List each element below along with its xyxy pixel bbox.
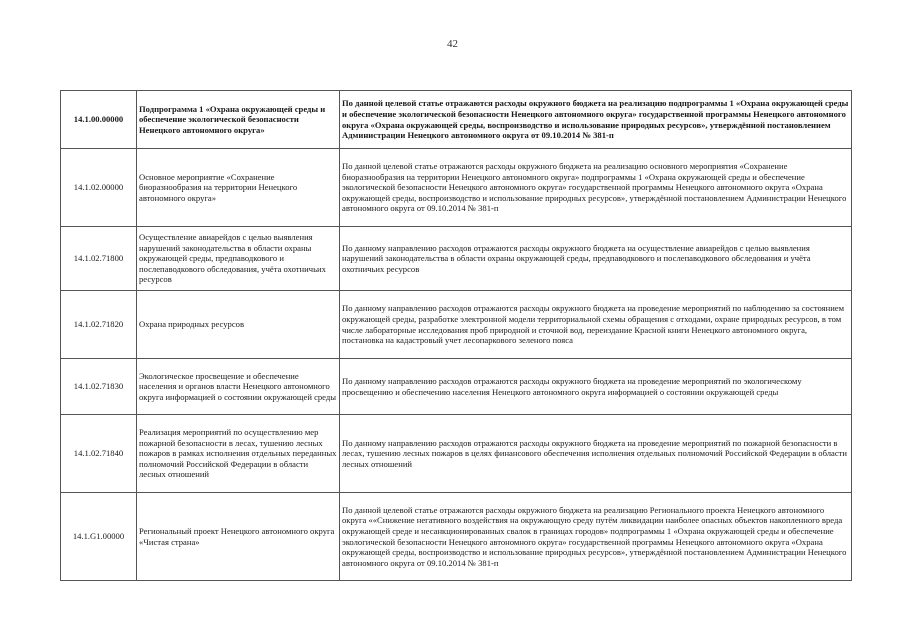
row-description: По данной целевой статье отражаются расходы окружного бюджета на реализацию подпрограммы 1 «Охрана окружающей среды и обеспечение экологической безопасности Ненецкого автономного округа» государственной программы Ненецкого автономного округа «Охрана окружающей среды, воспроизводство и использование природных ресурсов», утверждённой постановлением Администрации Ненецкого автономного округа от 09.10.2014 № 381-п xyxy=(340,91,852,149)
row-name: Подпрограмма 1 «Охрана окружающей среды и обеспечение экологической безопасности Ненецкого автономного округа» xyxy=(137,91,340,149)
table-row xyxy=(61,493,852,581)
row-description: По данной целевой статье отражаются расходы окружного бюджета на реализацию Регионального проекта Ненецкого автономного округа ««Снижение негативного воздействия на окружающую среду путём ликвидации наиболее опасных объектов накопленного вреда окружающей среде и несанкционированных свалок в границах городов» подпрограммы 1 «Охрана окружающей среды и обеспечение экологической безопасности Ненецкого автономного округа» государственной программы Ненецкого автономного округа «Охрана окружающей среды, воспроизводство и использование природных ресурсов», утверждённой постановлением Администрации Ненецкого автономного округа от 09.10.2014 № 381-п xyxy=(340,493,852,581)
row-name: Экологическое просвещение и обеспечение населения и органов власти Ненецкого автономного округа информацией о состоянии окружающей среды xyxy=(137,359,340,415)
row-name: Осуществление авиарейдов с целью выявления нарушений законодательства в области охраны окружающей среды, предпаводкового и послепаводкового обследования, учёта охотничьих ресурсов xyxy=(137,227,340,291)
row-description: По данному направлению расходов отражаются расходы окружного бюджета на проведение мероприятий по наблюдению за состоянием окружающей среды, разработке электронной модели территориальной схемы обращения с отходами, охране природных ресурсов, в том числе лабораторные исследования проб природной и сточной вод, переиздание Красной книги Ненецкого автономного округа, постановка на кадастровый учет лесопаркового зеленого пояса xyxy=(340,291,852,359)
page-number: 42 xyxy=(447,38,458,50)
row-description: По данному направлению расходов отражаются расходы окружного бюджета на осуществление авиарейдов с целью выявления нарушений законодательства в области охраны окружающей среды, предпаводкового и послепаводкового обследования и учёта охотничьих ресурсов xyxy=(340,227,852,291)
row-code: 14.1.00.00000 xyxy=(61,91,137,149)
row-code: 14.1.02.71830 xyxy=(61,359,137,415)
row-code: 14.1.02.71820 xyxy=(61,291,137,359)
table-row xyxy=(61,291,852,359)
row-name: Реализация мероприятий по осуществлению мер пожарной безопасности в лесах, тушению лесных пожаров в рамках исполнения отдельных переданных полномочий Российской Федерации в области лесных отношений xyxy=(137,415,340,493)
table-row xyxy=(61,227,852,291)
row-description: По данной целевой статье отражаются расходы окружного бюджета на реализацию основного мероприятия «Сохранение биоразнообразия на территории Ненецкого автономного округа» подпрограммы 1 «Охрана окружающей среды и обеспечение экологической безопасности Ненецкого автономного округа» государственной программы Ненецкого автономного округа «Охрана окружающей среды, воспроизводство и использование природных ресурсов», утверждённой постановлением Администрации Ненецкого автономного округа от 09.10.2014 № 381-п xyxy=(340,149,852,227)
row-description: По данному направлению расходов отражаются расходы окружного бюджета на проведение мероприятий по экологическому просвещению и обеспечению населения Ненецкого автономного округа информацией о состоянии окружающей среды xyxy=(340,359,852,415)
row-name: Охрана природных ресурсов xyxy=(137,291,340,359)
row-description: По данному направлению расходов отражаются расходы окружного бюджета на проведение мероприятий по пожарной безопасности в лесах, тушению лесных пожаров в целях финансового обеспечения исполнения отдельных полномочий Российской Федерации в области лесных отношений xyxy=(340,415,852,493)
table-row xyxy=(61,91,852,149)
row-code: 14.1.02.71840 xyxy=(61,415,137,493)
table-row xyxy=(61,415,852,493)
row-name: Основное мероприятие «Сохранение биоразнообразия на территории Ненецкого автономного округа» xyxy=(137,149,340,227)
table-row xyxy=(61,359,852,415)
row-name: Региональный проект Ненецкого автономного округа «Чистая страна» xyxy=(137,493,340,581)
budget-classification-table xyxy=(60,90,852,581)
table-row xyxy=(61,149,852,227)
row-code: 14.1.02.71800 xyxy=(61,227,137,291)
row-code: 14.1.02.00000 xyxy=(61,149,137,227)
row-code: 14.1.G1.00000 xyxy=(61,493,137,581)
